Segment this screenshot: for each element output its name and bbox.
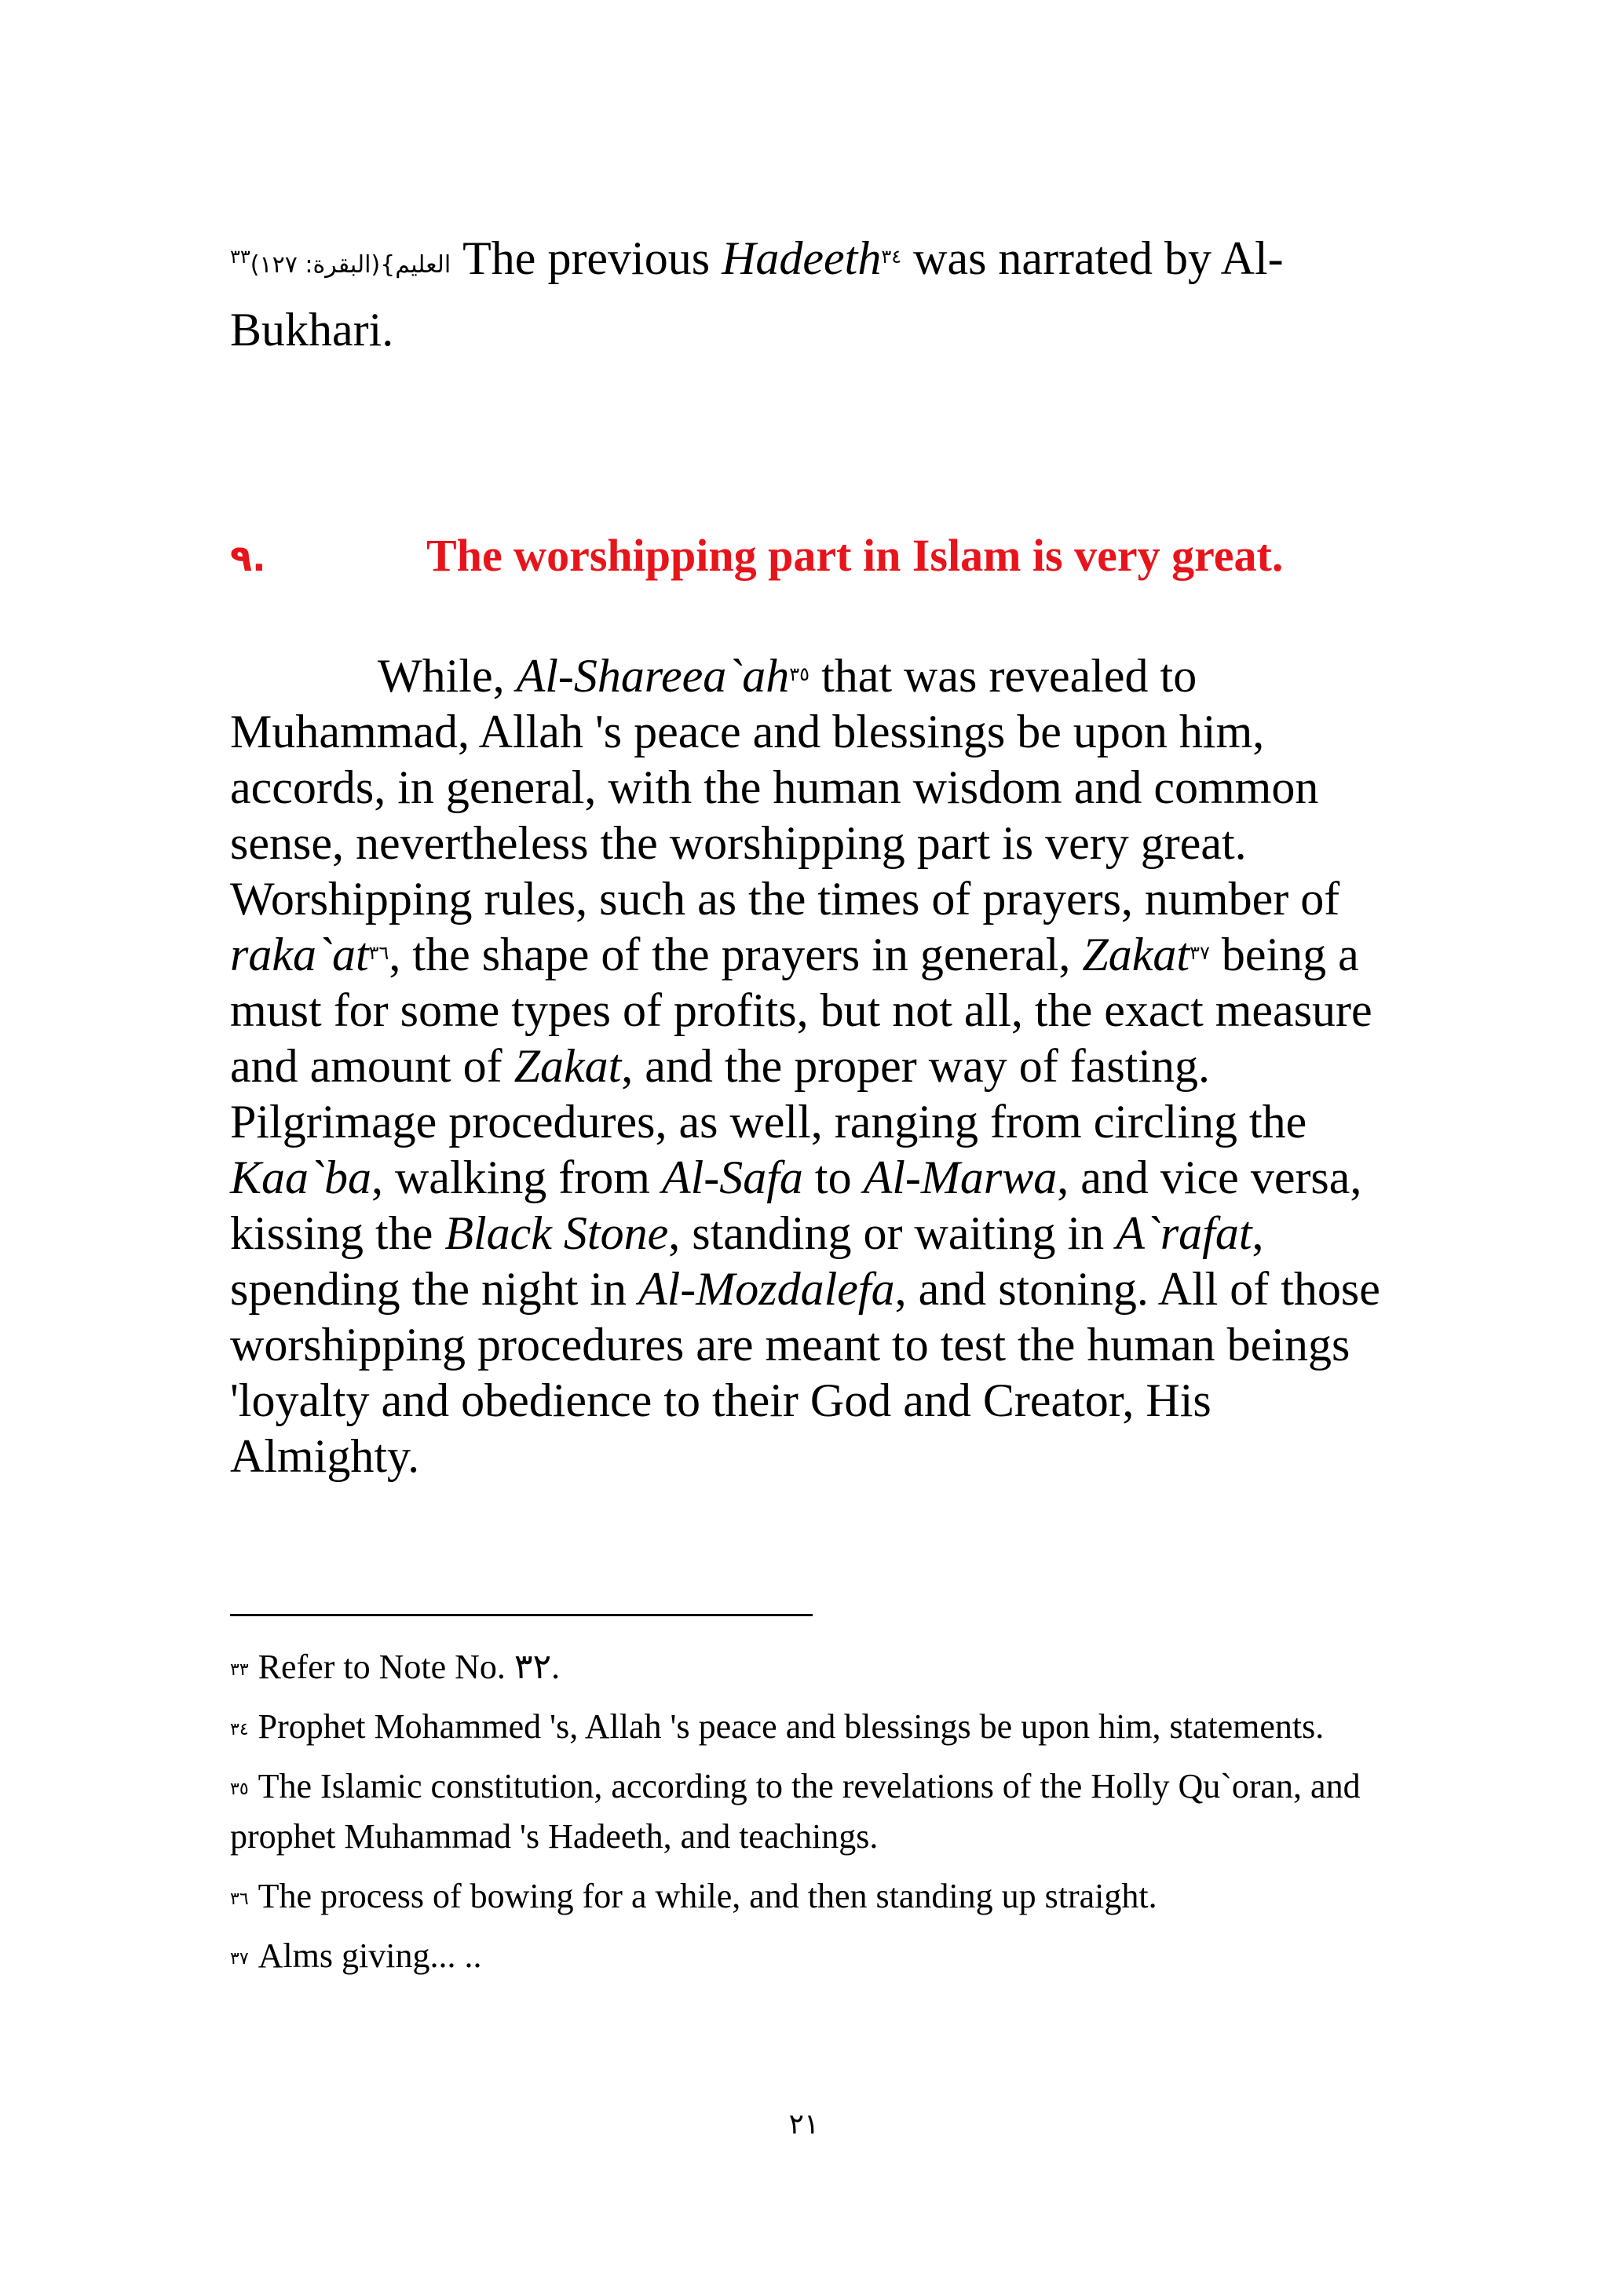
footnote-ref-36[interactable]: ٣٦ [368, 942, 389, 964]
body-paragraph [230, 648, 1384, 1484]
section-number: ٩. [230, 537, 266, 579]
body-text-10: , spending the night in [230, 1207, 1264, 1315]
term-arafat: A`rafat [1116, 1207, 1252, 1259]
term-zakat-2: Zakat [513, 1040, 622, 1092]
footnote-text: Prophet Mohammed 's, Allah 's peace and blessings be upon him, statements. [258, 1707, 1325, 1746]
term-safa: Al-Safa [661, 1152, 803, 1203]
body-text-4: being a must for some types of profits, but not all, the exact measure and amount of [230, 929, 1372, 1092]
footnote-text: Refer to Note No. ٣٢. [258, 1648, 561, 1686]
section-heading [230, 524, 1384, 590]
footnote-item [230, 1702, 1384, 1752]
footnote-item [230, 1931, 1384, 1981]
footnote-mark: ٣٦ [230, 1889, 249, 1909]
footnote-item [230, 1761, 1384, 1862]
term-shareeah: Al-Shareea`ah [516, 650, 790, 702]
term-kaaba: Kaa`ba [230, 1152, 371, 1203]
footnote-ref-35[interactable]: ٣٥ [789, 663, 810, 685]
intro-text-before: The previous [462, 232, 722, 284]
body-text-6: , walking from [371, 1152, 662, 1203]
body-text-5: , and the proper way of fasting. Pilgrimage procedures, as well, ranging from circling the [230, 1040, 1307, 1148]
footnote-item [230, 1871, 1384, 1922]
footnote-mark: ٣٤ [230, 1720, 249, 1739]
footnote-ref-37[interactable]: ٣٧ [1190, 942, 1210, 964]
body-text-9: , standing or waiting in [668, 1207, 1116, 1259]
body-text-11: , and stoning. All of those worshipping procedures are meant to test the human beings 'loyalty and obedience to their God and Creator, His Almighty. [230, 1263, 1380, 1482]
footnote-text: Alms giving... .. [258, 1936, 482, 1975]
footnote-item [230, 1642, 1384, 1692]
section-title: The worshipping part in Islam is very great. [426, 530, 1284, 581]
body-text-3: , the shape of the prayers in general, [389, 929, 1083, 980]
body-text-1: While, [378, 650, 517, 702]
body-text-2: that was revealed to Muhammad, Allah 's peace and blessings be upon him, accords, in general, with the human wisdom and common sense, nevertheless the worshipping part is very great. Worshipping rules, such as the times of prayers, number of [230, 650, 1340, 925]
footnote-text: The Islamic constitution, according to the revelations of the Holly Qu`oran, and prophet Muhammad 's Hadeeth, and teachings. [230, 1767, 1361, 1856]
page-number: ٢١ [788, 2108, 820, 2141]
arabic-citation: العليم}(البقرة: ١٢٧) [250, 251, 451, 279]
footnote-text: The process of bowing for a while, and then standing up straight. [258, 1877, 1157, 1915]
footnote-mark: ٣٥ [230, 1779, 249, 1799]
footnote-divider [230, 1614, 813, 1616]
footnote-mark: ٣٣ [230, 1660, 249, 1680]
footnote-ref-33[interactable]: ٣٣ [230, 246, 250, 268]
footnote-mark: ٣٧ [230, 1949, 249, 1969]
term-rakaat: raka`at [230, 929, 369, 980]
term-marwa: Al-Marwa [863, 1152, 1058, 1203]
term-black-stone: Black Stone [444, 1207, 669, 1259]
body-text-7: to [802, 1152, 864, 1203]
term-zakat: Zakat [1082, 929, 1190, 980]
footnotes-section [230, 1642, 1384, 1991]
hadeeth-term: Hadeeth [722, 232, 882, 284]
footnote-ref-34[interactable]: ٣٤ [881, 246, 902, 268]
body-text-8: , and vice versa, kissing the [230, 1152, 1362, 1259]
intro-paragraph [230, 226, 1384, 362]
term-mozdalefa: Al-Mozdalefa [638, 1263, 895, 1315]
intro-text-after: was narrated by Al-Bukhari. [230, 232, 1284, 356]
